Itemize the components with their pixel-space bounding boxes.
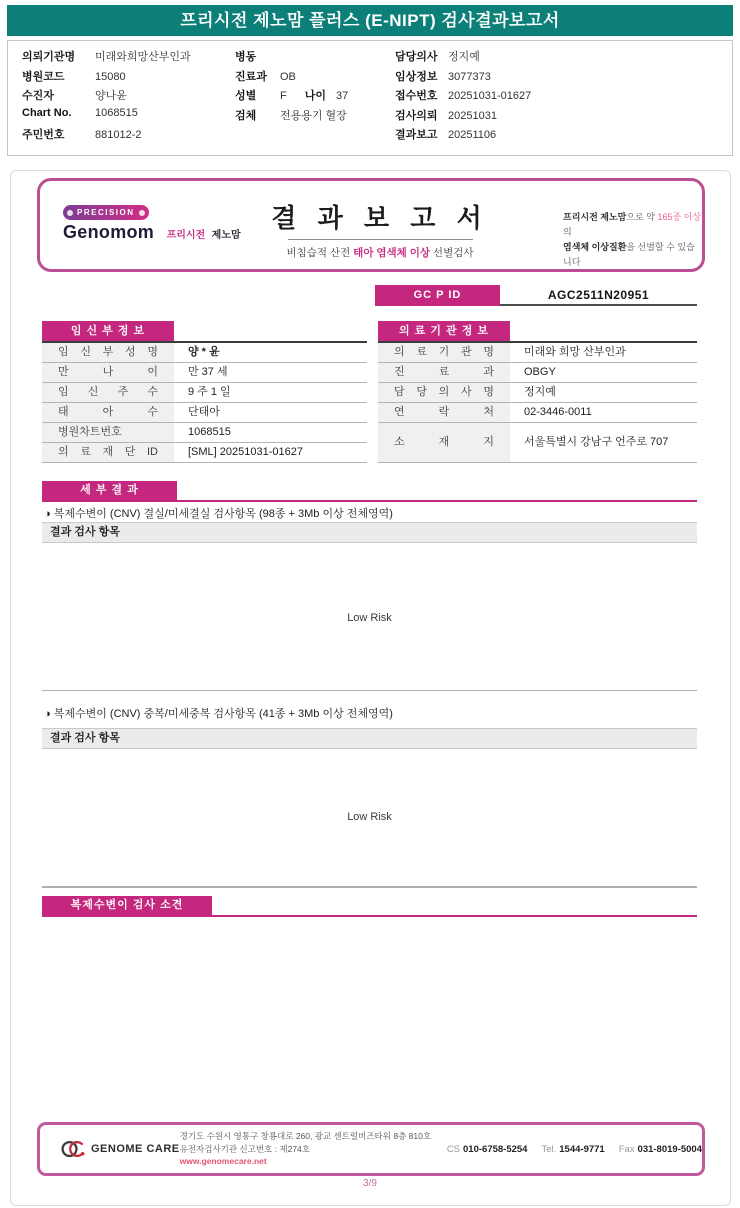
field-value: 20251031-01627 xyxy=(448,90,532,102)
field-value: 20251106 xyxy=(448,129,497,141)
field-label: 담당의사 xyxy=(395,51,438,63)
cnv-deletion-title xyxy=(44,505,393,521)
row-value: 서울특별시 강남구 언주로 707 xyxy=(510,423,697,462)
cnv-duplication-result: Low Risk xyxy=(347,811,392,823)
field-value: 미래와희망산부인과 xyxy=(95,51,191,63)
field-value: 양나윤 xyxy=(95,90,127,102)
clinic-info-table xyxy=(378,321,697,463)
row-label: 연 락 처 xyxy=(378,403,510,422)
row-value: 1068515 xyxy=(174,423,367,442)
table-row xyxy=(42,343,367,363)
row-value: OBGY xyxy=(510,363,697,382)
table-row xyxy=(42,443,367,463)
header-row xyxy=(395,48,531,68)
banner-blurb xyxy=(563,210,703,270)
blurb-text: 의 xyxy=(563,227,572,237)
field-label: 병원코드 xyxy=(22,70,65,83)
footer-website: www.genomecare.net xyxy=(179,1156,267,1167)
blurb-bold: 프리시전 제노맘 xyxy=(563,212,627,222)
field-label: 의뢰기관명 xyxy=(22,51,76,63)
fax-number: 031-8019-5004 xyxy=(637,1143,702,1155)
cnv-deletion-result: Low Risk xyxy=(347,612,392,624)
header-row xyxy=(235,48,348,68)
banner-subtitle-highlight: 태아 염색체 이상 xyxy=(353,247,431,259)
field-value: 전용용기 혈장 xyxy=(280,109,347,122)
gc-p-id-label: GC P ID xyxy=(375,285,500,306)
genome-care-logo-icon xyxy=(60,1136,86,1162)
table-row xyxy=(378,423,697,463)
precision-badge: PRECISION xyxy=(63,205,149,220)
field-value: 정지예 xyxy=(448,51,480,63)
field-label: 성별 xyxy=(235,90,257,102)
field-value: 1068515 xyxy=(95,106,138,119)
row-value: [SML] 20251031-01627 xyxy=(174,443,367,462)
footer-address: 경기도 수원시 영통구 창룡대로 260, 광교 센트럴비즈타워 8층 810호 xyxy=(179,1131,432,1142)
blurb-text: 으로 약 xyxy=(626,212,658,222)
cs-number: 010-6758-5254 xyxy=(463,1143,528,1155)
half-circle-bullet-icon: ◑ xyxy=(44,708,51,720)
tel-label: Tel. xyxy=(541,1143,557,1155)
header-row xyxy=(235,68,348,88)
field-value: OB xyxy=(280,70,296,83)
field-label: 수진자 xyxy=(22,90,54,102)
row-label: 의 료 기 관 명 xyxy=(378,343,510,362)
detail-results-chip: 세 부 결 과 xyxy=(42,481,177,500)
row-value: 양 * 윤 xyxy=(174,343,367,362)
genome-care-logo xyxy=(60,1136,180,1162)
banner-title: 결 과 보 고 서 xyxy=(271,203,489,233)
field-value: 20251031 xyxy=(448,109,497,122)
brand-korean-pink: 프리시전 xyxy=(166,230,206,241)
banner-subtitle-prefix: 비침습적 산전 xyxy=(286,247,354,259)
cs-label: CS xyxy=(446,1143,461,1155)
blurb-pink: 165종 이상 xyxy=(657,212,702,222)
header-row xyxy=(235,107,348,127)
header-row xyxy=(22,87,191,107)
header-row xyxy=(395,107,531,127)
field-value: 37 xyxy=(336,90,349,102)
field-label: 진료과 xyxy=(235,70,267,83)
field-value: 3077373 xyxy=(448,70,491,83)
brand-korean-dark: 제노맘 xyxy=(211,230,241,241)
clinic-info-header: 의 료 기 관 정 보 xyxy=(378,321,510,341)
section-divider xyxy=(42,886,697,888)
header-row xyxy=(22,48,191,68)
field-label: 결과보고 xyxy=(395,129,438,141)
row-value: 02-3446-0011 xyxy=(510,403,697,422)
row-label: 임 신 부 성 명 xyxy=(42,343,174,362)
banner-subtitle-suffix: 선별검사 xyxy=(430,247,474,259)
row-label: 만 나 이 xyxy=(42,363,174,382)
patient-header-col2 xyxy=(235,48,348,126)
field-label: 나이 xyxy=(304,90,326,102)
table-row xyxy=(42,423,367,443)
field-label: 병동 xyxy=(235,51,257,63)
patient-header-col1 xyxy=(22,48,191,146)
banner-subtitle xyxy=(250,245,510,260)
field-label: 임상정보 xyxy=(395,70,438,83)
table-row xyxy=(378,383,697,403)
field-label: 검사의뢰 xyxy=(395,109,438,122)
row-value: 정지예 xyxy=(510,383,697,402)
patient-header-col3 xyxy=(395,48,531,146)
table-row xyxy=(378,403,697,423)
section-divider xyxy=(42,690,697,691)
row-label: 병원차트번호 xyxy=(42,423,174,442)
field-value: 881012-2 xyxy=(95,129,142,141)
half-circle-bullet-icon: ◑ xyxy=(44,508,51,520)
footer-box xyxy=(37,1122,705,1176)
header-row xyxy=(395,126,531,146)
genomom-logo xyxy=(63,222,241,243)
field-label: 접수번호 xyxy=(395,90,438,102)
cnv-findings-chip: 복제수변이 검사 소견 xyxy=(42,896,212,915)
cnv-duplication-title xyxy=(44,705,393,721)
fax-label: Fax xyxy=(618,1143,635,1155)
field-value: 15080 xyxy=(95,70,126,83)
row-label: 담 당 의 사 명 xyxy=(378,383,510,402)
page-number: 3/9 xyxy=(363,1178,377,1189)
row-label: 태 아 수 xyxy=(42,403,174,422)
banner-title-underline xyxy=(288,239,473,240)
row-label: 진 료 과 xyxy=(378,363,510,382)
table-row xyxy=(378,343,697,363)
section-title-text: 복제수변이 (CNV) 결실/미세결실 검사항목 (98종 + 3Mb 이상 전체영역) xyxy=(53,508,393,520)
field-value: F xyxy=(280,90,287,102)
row-value: 단태아 xyxy=(174,403,367,422)
mother-info-header: 임 신 부 정 보 xyxy=(42,321,174,341)
field-label: 주민번호 xyxy=(22,129,65,141)
row-value: 9 주 1 일 xyxy=(174,383,367,402)
header-row xyxy=(22,107,191,127)
row-label: 임 신 주 수 xyxy=(42,383,174,402)
genome-care-logo-text: GENOME CARE xyxy=(91,1143,180,1155)
row-value: 미래와 희망 산부인과 xyxy=(510,343,697,362)
footer-registration: 유전자검사기관 신고번호 : 제274호 xyxy=(179,1143,310,1154)
field-label: 검체 xyxy=(235,109,257,122)
mother-info-table xyxy=(42,321,367,463)
cnv-findings-section-header xyxy=(42,896,697,917)
header-row xyxy=(235,87,348,107)
row-value: 만 37 세 xyxy=(174,363,367,382)
section-title-text: 복제수변이 (CNV) 중복/미세중복 검사항목 (41종 + 3Mb 이상 전체영역) xyxy=(53,708,393,720)
result-items-bar: 결과 검사 항목 xyxy=(42,522,697,543)
blurb-bold: 염색체 이상질환 xyxy=(563,242,627,252)
table-row xyxy=(378,363,697,383)
row-label: 소 재 지 xyxy=(378,423,510,462)
table-row xyxy=(42,383,367,403)
header-row xyxy=(395,87,531,107)
result-items-bar: 결과 검사 항목 xyxy=(42,728,697,749)
header-row xyxy=(22,68,191,88)
report-title-bar: 프리시전 제노맘 플러스 (E-NIPT) 검사결과보고서 xyxy=(7,5,733,36)
table-row xyxy=(42,403,367,423)
footer-contacts xyxy=(447,1144,702,1155)
gc-p-id-value: AGC2511N20951 xyxy=(500,285,697,306)
genomom-logo-text: Genomom xyxy=(63,222,155,242)
table-row xyxy=(42,363,367,383)
header-row xyxy=(395,68,531,88)
detail-results-section-header xyxy=(42,481,697,502)
footer-address-block xyxy=(180,1130,439,1168)
row-label: 의 료 재 단 ID xyxy=(42,443,174,462)
tel-number: 1544-9771 xyxy=(559,1143,605,1155)
field-label: Chart No. xyxy=(22,106,72,119)
blurb-text: 을 선별할 수 있습니다 xyxy=(563,242,695,267)
header-row xyxy=(22,126,191,146)
